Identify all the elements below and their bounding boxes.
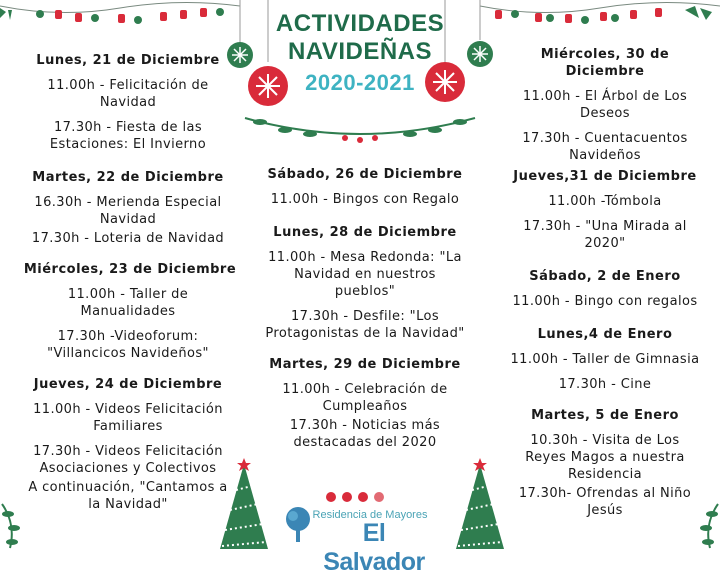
day-heading: Lunes, 28 de Diciembre — [273, 225, 457, 240]
event-item: 10.30h - Visita de Los Reyes Magos a nuestra Residencia — [525, 433, 685, 482]
event-item: 17.30h - Cuentacuentos Navideños — [522, 131, 688, 163]
logo-dots-icon — [325, 491, 385, 503]
event-item: 11.00h - El Árbol de Los Deseos — [522, 89, 688, 121]
event-item: 11.00h - Mesa Redonda: "La Navidad en nuestros pueblos" — [268, 250, 462, 299]
event-item: 17.30h - "Una Mirada al 2020" — [523, 219, 687, 251]
day-heading: Sábado, 2 de Enero — [529, 269, 681, 284]
logo-tree-icon — [284, 506, 312, 542]
christmas-tree-right-icon — [448, 458, 512, 549]
event-item: 11.00h - Felicitación de Navidad — [47, 78, 209, 110]
event-item: 17.30h - Desfile: "Los Protagonistas de la Navidad" — [265, 309, 465, 341]
event-item: 16.30h - Merienda Especial Navidad — [34, 195, 222, 227]
day-heading: Martes, 5 de Enero — [531, 408, 679, 423]
day-heading: Miércoles, 23 de Diciembre — [23, 262, 237, 277]
day-heading: Lunes, 21 de Diciembre — [36, 53, 220, 68]
christmas-tree-left-icon — [212, 458, 276, 549]
event-item: 17.30h - Cine — [558, 377, 652, 392]
day-heading: Martes, 29 de Diciembre — [269, 357, 461, 372]
event-item: 17.30h - Loteria de Navidad — [31, 231, 225, 246]
event-item: 11.00h - Bingos con Regalo — [270, 192, 460, 207]
logo-name: El Salvador — [323, 519, 425, 576]
event-item: 17.30h -Videoforum: "Villancicos Navideños" — [47, 329, 209, 361]
day-heading: Lunes,4 de Enero — [537, 327, 673, 342]
event-item: 11.00h - Taller de Gimnasia — [510, 352, 700, 367]
logo-subtitle: Residencia de Mayores — [312, 509, 428, 521]
event-item: 11.00h -Tómbola — [548, 194, 662, 209]
right-column — [502, 46, 708, 527]
day-heading: Jueves, 24 de Diciembre — [33, 377, 223, 392]
day-heading: Jueves,31 de Diciembre — [513, 169, 697, 184]
bottom-right-garland — [680, 500, 720, 549]
event-item: 17.30h - Noticias más destacadas del 2020 — [289, 418, 441, 450]
top-left-garland — [0, 0, 240, 40]
bottom-left-garland — [0, 500, 40, 549]
title-years: 2020-2021 — [305, 70, 415, 95]
event-item: 11.00h - Bingo con regalos — [512, 294, 698, 309]
day-heading: Miércoles, 30 de Diciembre — [540, 47, 670, 79]
top-right-garland — [480, 0, 720, 40]
title-line-2: NAVIDEÑAS — [287, 38, 433, 65]
event-item: 11.00h - Videos Felicitación Familiares — [33, 402, 223, 434]
day-heading: Martes, 22 de Diciembre — [32, 170, 224, 185]
event-item: 17.30h- Ofrendas al Niño Jesús — [518, 486, 692, 518]
event-item: A continuación, "Cantamos a la Navidad" — [28, 480, 228, 512]
middle-column — [262, 166, 468, 459]
left-column — [22, 52, 237, 521]
event-item: 11.00h - Taller de Manualidades — [67, 287, 189, 319]
title-line-1: ACTIVIDADES — [275, 10, 445, 37]
event-item: 17.30h - Videos Felicitación Asociaciones y Colectivos — [33, 444, 223, 476]
day-heading: Sábado, 26 de Diciembre — [267, 167, 463, 182]
event-item: 11.00h - Celebración de Cumpleaños — [282, 382, 448, 414]
event-item: 17.30h - Fiesta de las Estaciones: El Invierno — [49, 120, 207, 152]
